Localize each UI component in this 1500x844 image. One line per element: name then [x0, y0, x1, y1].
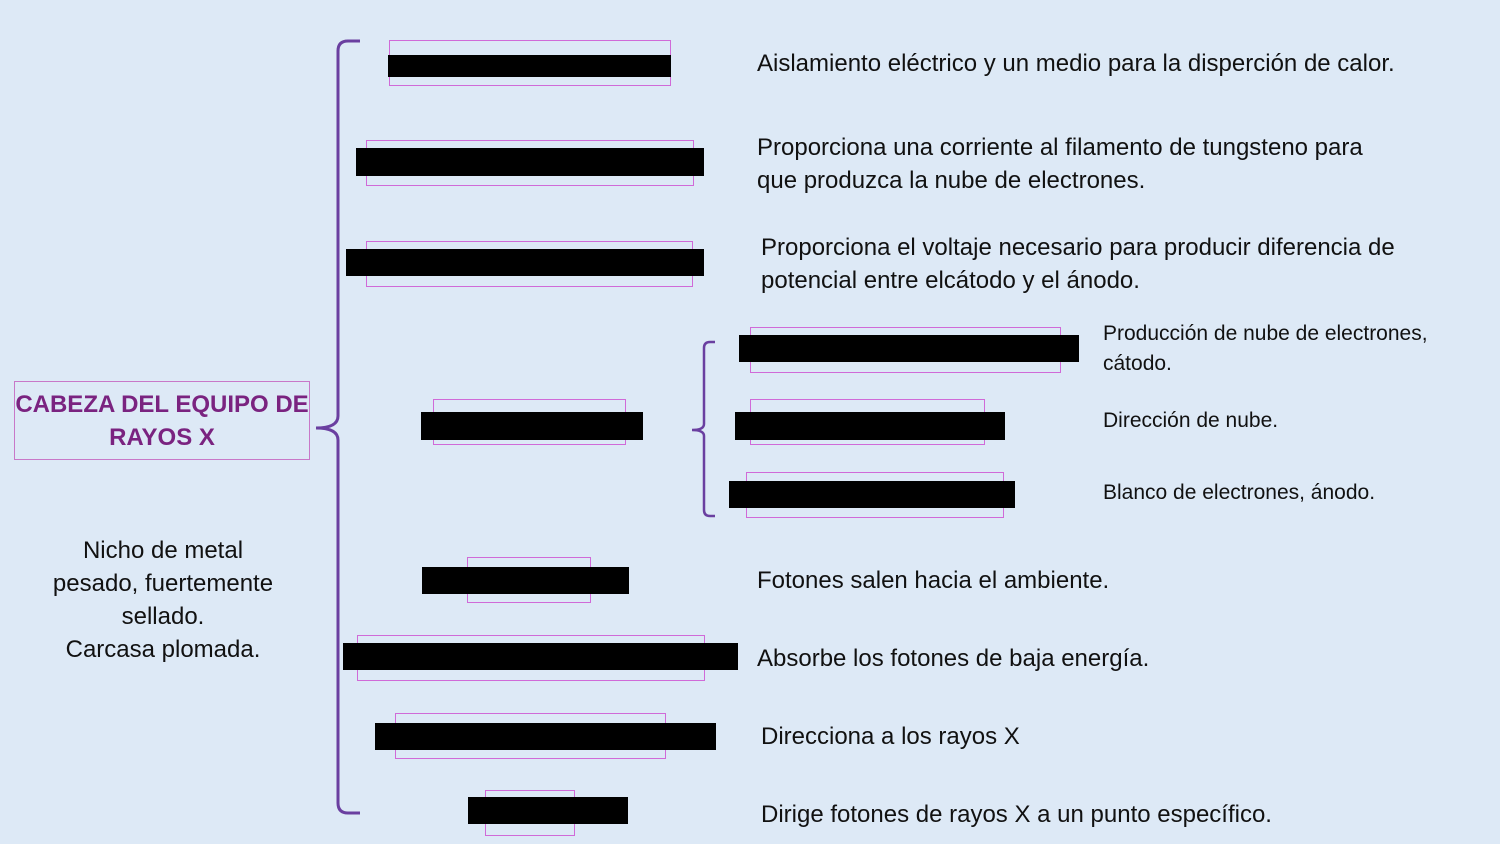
redacted-label: [356, 148, 704, 176]
redacted-label: [468, 797, 628, 824]
component-description: Aislamiento eléctrico y un medio para la disperción de calor.: [757, 50, 1395, 77]
redacted-label: [346, 249, 704, 276]
sub-bracket: [692, 342, 715, 516]
redacted-label: [375, 723, 716, 750]
redacted-label: [343, 643, 738, 670]
redacted-label: [421, 412, 643, 440]
redacted-label: [735, 412, 1005, 440]
component-description: Blanco de electrones, ánodo.: [1103, 481, 1376, 504]
redacted-label: [388, 55, 671, 77]
housing-note: [14, 534, 312, 666]
main-title-box: [14, 381, 310, 460]
component-description: Absorbe los fotones de baja energía.: [757, 645, 1150, 672]
housing-note-line: pesado, fuertemente: [52, 570, 274, 597]
main-bracket: [316, 41, 360, 813]
component-description: Proporciona una corriente al filamento de tungsteno para que produzca la nube de electrones.: [757, 134, 1363, 194]
component-description: Dirige fotones de rayos X a un punto específico.: [761, 801, 1272, 828]
component-description: Proporciona el voltaje necesario para producir diferencia de potencial entre elcátodo y el ánodo.: [761, 234, 1395, 294]
component-description: Direcciona a los rayos X: [761, 723, 1020, 750]
main-title: CABEZA DEL EQUIPO DE RAYOS X: [15, 390, 309, 451]
component-description: Producción de nube de electrones, cátodo.: [1103, 322, 1428, 375]
housing-note-line: Nicho de metal: [82, 537, 244, 564]
redacted-label: [422, 567, 629, 594]
housing-note-line: sellado.: [121, 603, 205, 630]
redacted-label: [739, 335, 1079, 362]
component-description: Fotones salen hacia el ambiente.: [757, 567, 1110, 594]
component-description: Dirección de nube.: [1103, 409, 1279, 432]
redacted-label: [729, 481, 1015, 508]
housing-note-line: Carcasa plomada.: [65, 636, 261, 663]
